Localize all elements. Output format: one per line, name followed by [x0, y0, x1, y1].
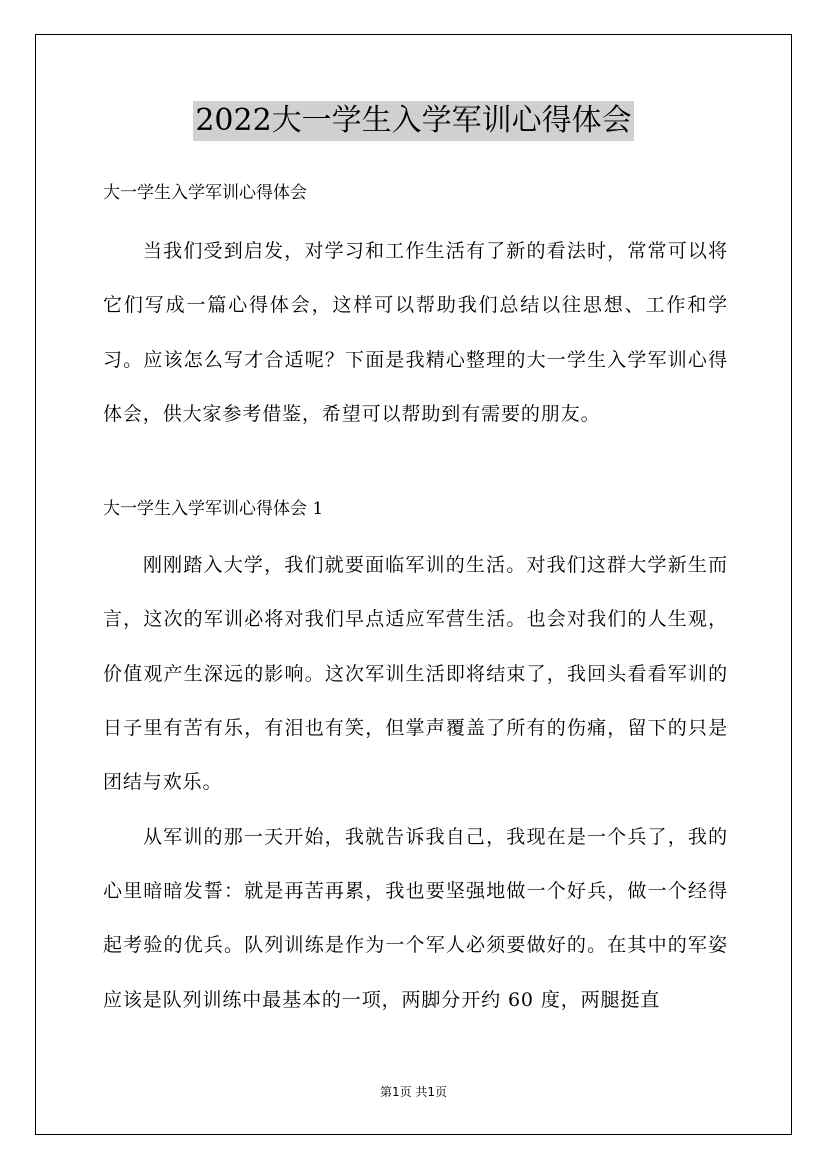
- intro-paragraph: 当我们受到启发，对学习和工作生活有了新的看法时，常常可以将它们写成一篇心得体会，这样可以帮助我们总结以往思想、工作和学习。应该怎么写才合适呢？下面是我精心整理的大一学生入学军训心得体会，供大家参考借鉴，希望可以帮助到有需要的朋友。: [103, 240, 728, 425]
- document-body: [103, 170, 728, 1027]
- intro-heading: 大一学生入学军训心得体会: [103, 183, 307, 203]
- section-1-paragraph: 从军训的那一天开始，我就告诉我自己，我现在是一个兵了，我的心里暗暗发誓：就是再苦再累，我也要坚强地做一个好兵，做一个经得起考验的优兵。队列训练是作为一个军人必须要做好的。在其中的军姿应该是队列训练中最基本的一项，两脚分开约 60 度，两腿挺直: [103, 825, 728, 1011]
- document-title: 2022大一学生入学军训心得体会: [193, 101, 633, 141]
- page-footer: 第1页 共1页: [379, 1085, 448, 1099]
- title-container: [0, 101, 827, 141]
- section-1-heading: 大一学生入学军训心得体会 1: [103, 499, 324, 520]
- section-1-paragraph: 刚刚踏入大学，我们就要面临军训的生活。对我们这群大学新生而言，这次的军训必将对我们早点适应军营生活。也会对我们的人生观，价值观产生深远的影响。这次军训生活即将结束了，我回头看看军训的日子里有苦有乐，有泪也有笑，但掌声覆盖了所有的伤痛，留下的只是团结与欢乐。: [103, 554, 728, 794]
